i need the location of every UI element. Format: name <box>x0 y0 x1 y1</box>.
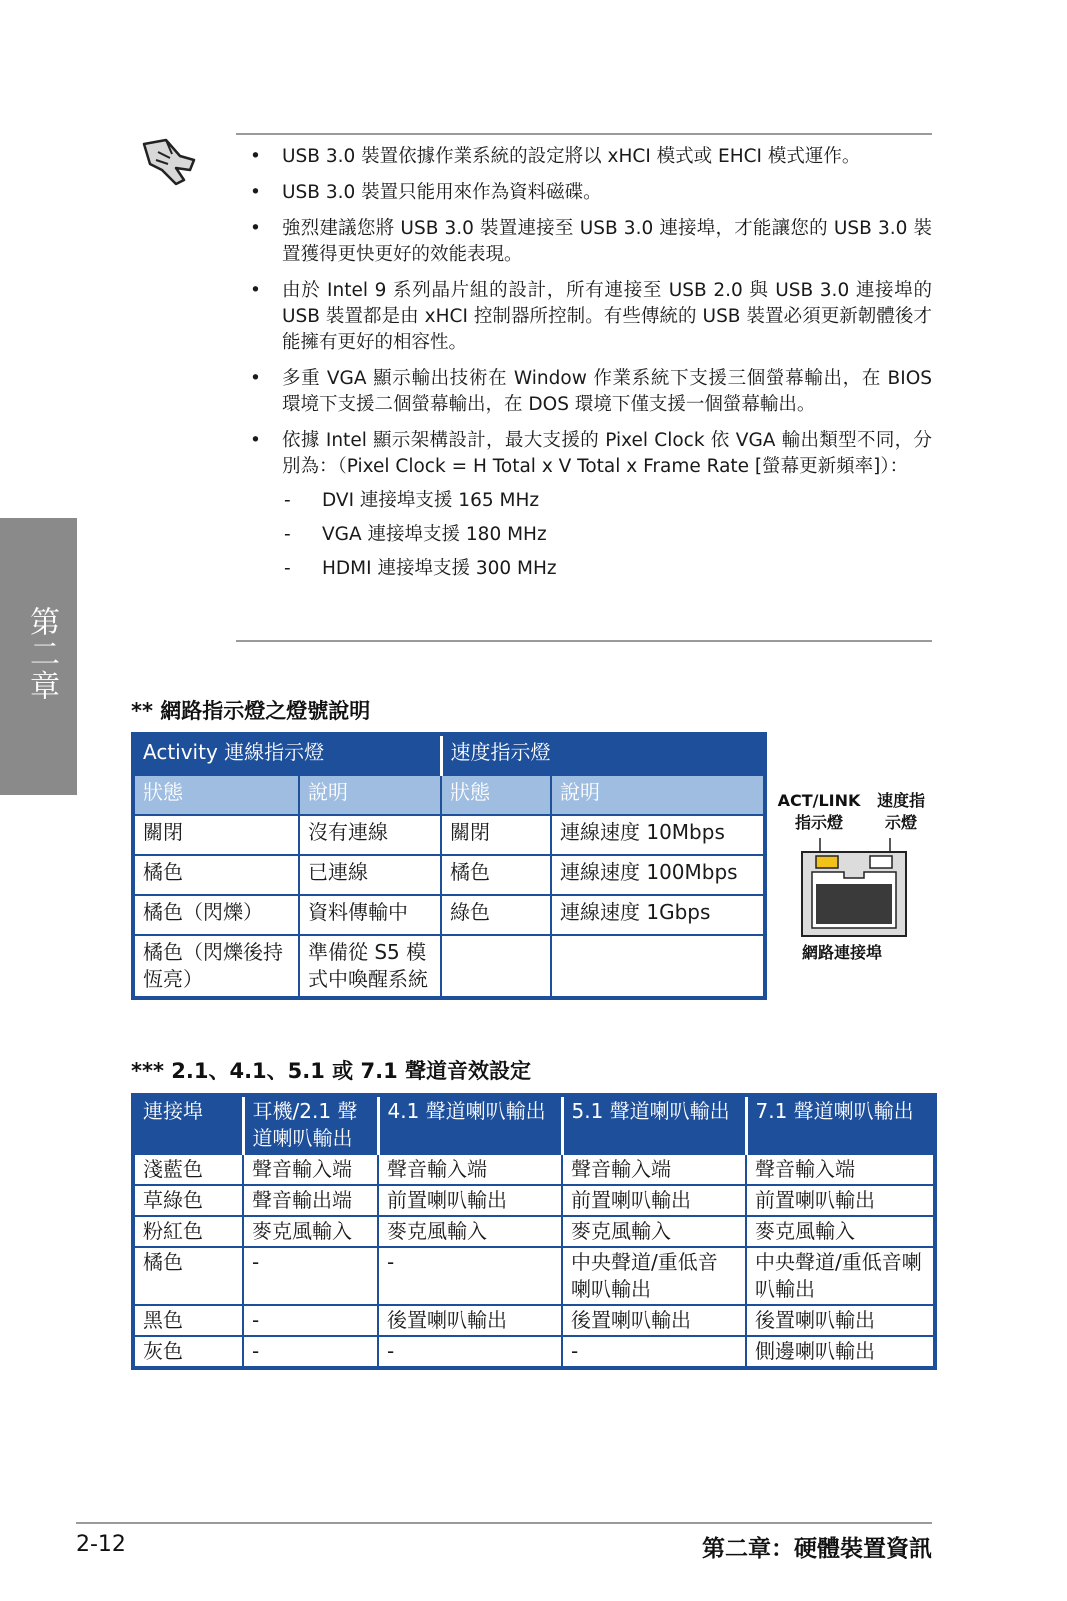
bullet: • <box>250 146 261 167</box>
table-cell: 後置喇叭輸出 <box>562 1305 746 1336</box>
chapter-side-tab-text: 第二章 <box>24 606 59 702</box>
table-cell <box>441 935 551 998</box>
table-cell: - <box>378 1247 562 1305</box>
note-text: 由於 Intel 9 系列晶片組的設計，所有連接至 USB 2.0 與 USB 3.0 連接埠的 USB 裝置都是由 xHCI 控制器所控制。有些傳統的 USB 裝置必須更新韌體後才能擁有更好的相容性。 <box>282 280 932 353</box>
sub-note-text: HDMI 連接埠支援 300 MHz <box>322 558 557 579</box>
sub-note-text: DVI 連接埠支援 165 MHz <box>322 490 540 511</box>
led-group-speed: 速度指示燈 <box>441 734 765 775</box>
table-cell: 後置喇叭輸出 <box>378 1305 562 1336</box>
rj45-port-icon <box>780 838 940 938</box>
note-item <box>250 278 932 356</box>
notes-list <box>250 144 932 592</box>
table-cell: 草綠色 <box>133 1185 243 1216</box>
table-cell: 聲音輸入端 <box>378 1154 562 1185</box>
table-cell: 沒有連線 <box>299 815 441 855</box>
table-cell: 連線速度 10Mbps <box>551 815 765 855</box>
table-cell: 中央聲道/重低音喇叭輸出 <box>562 1247 746 1305</box>
note-bottom-rule <box>236 640 932 642</box>
note-text: USB 3.0 裝置只能用來作為資料磁碟。 <box>282 182 602 203</box>
note-item <box>250 428 932 582</box>
table-cell: 已連線 <box>299 855 441 895</box>
table-cell: 連線速度 1Gbps <box>551 895 765 935</box>
table-cell: 連線速度 100Mbps <box>551 855 765 895</box>
led-group-activity: Activity 連線指示燈 <box>133 734 441 775</box>
table-cell: 綠色 <box>441 895 551 935</box>
table-cell: 前置喇叭輸出 <box>746 1185 935 1216</box>
note-item <box>250 180 932 206</box>
table-cell <box>551 935 765 998</box>
col-desc: 說明 <box>551 775 765 815</box>
chapter-side-tab <box>0 518 77 795</box>
col-header: 耳機/2.1 聲道喇叭輸出 <box>243 1095 378 1154</box>
table-cell: 黑色 <box>133 1305 243 1336</box>
table-cell: 橘色 <box>441 855 551 895</box>
table-cell: 準備從 S5 模式中喚醒系統 <box>299 935 441 998</box>
bullet: • <box>250 430 261 451</box>
table-cell: 淺藍色 <box>133 1154 243 1185</box>
table-cell: 聲音輸入端 <box>243 1154 378 1185</box>
note-top-rule <box>236 133 932 135</box>
table-cell: 關閉 <box>133 815 299 855</box>
act-link-label: ACT/LINK 指示燈 <box>777 791 861 832</box>
col-header: 連接埠 <box>133 1095 243 1154</box>
table-cell: 灰色 <box>133 1336 243 1368</box>
note-text: 依據 Intel 顯示架構設計，最大支援的 Pixel Clock 依 VGA 輸出類型不同，分別為：（Pixel Clock = H Total x V Total x Frame Rate [螢幕更新頻率]）： <box>282 430 932 477</box>
table-cell: 中央聲道/重低音喇叭輸出 <box>746 1247 935 1305</box>
lan-port-diagram <box>777 790 940 970</box>
table-cell: - <box>243 1305 378 1336</box>
table-row <box>133 1154 935 1185</box>
table-cell: - <box>243 1247 378 1305</box>
table-cell: - <box>378 1336 562 1368</box>
table-cell: 粉紅色 <box>133 1216 243 1247</box>
table-cell: 橘色（閃爍後持恆亮） <box>133 935 299 998</box>
sub-note-item <box>282 488 932 514</box>
table-cell: 麥克風輸入 <box>378 1216 562 1247</box>
audio-table <box>131 1093 937 1370</box>
led-table <box>131 732 767 1000</box>
table-cell: 橘色（閃爍） <box>133 895 299 935</box>
table-row <box>133 1305 935 1336</box>
dash: - <box>284 524 291 545</box>
dash: - <box>284 558 291 579</box>
table-cell: - <box>562 1336 746 1368</box>
table-cell: 橘色 <box>133 1247 243 1305</box>
note-text: 多重 VGA 顯示輸出技術在 Window 作業系統下支援三個螢幕輸出，在 BIOS 環境下支援二個螢幕輸出，在 DOS 環境下僅支援一個螢幕輸出。 <box>282 368 932 415</box>
table-cell: 麥克風輸入 <box>562 1216 746 1247</box>
table-row <box>133 1336 935 1368</box>
table-row <box>133 855 765 895</box>
table-cell: 橘色 <box>133 855 299 895</box>
table-cell: 後置喇叭輸出 <box>746 1305 935 1336</box>
page-number: 2-12 <box>76 1532 126 1557</box>
speed-led-label: 速度指示燈 <box>876 791 925 832</box>
footer-rule <box>76 1522 932 1524</box>
col-header: 4.1 聲道喇叭輸出 <box>378 1095 562 1154</box>
col-header: 7.1 聲道喇叭輸出 <box>746 1095 935 1154</box>
audio-header-row <box>133 1095 935 1154</box>
sub-note-item <box>282 556 932 582</box>
led-group-header-row <box>133 734 765 775</box>
table-row <box>133 895 765 935</box>
table-row <box>133 1247 935 1305</box>
note-item <box>250 216 932 268</box>
col-desc: 說明 <box>299 775 441 815</box>
bullet: • <box>250 280 261 301</box>
table-row <box>133 1216 935 1247</box>
col-state: 狀態 <box>441 775 551 815</box>
table-cell: 資料傳輸中 <box>299 895 441 935</box>
table-row <box>133 935 765 998</box>
led-column-header-row <box>133 775 765 815</box>
table-cell: - <box>243 1336 378 1368</box>
table-cell: 前置喇叭輸出 <box>562 1185 746 1216</box>
bullet: • <box>250 218 261 239</box>
table-cell: 聲音輸入端 <box>746 1154 935 1185</box>
dash: - <box>284 490 291 511</box>
table-cell: 聲音輸入端 <box>562 1154 746 1185</box>
note-text: 強烈建議您將 USB 3.0 裝置連接至 USB 3.0 連接埠，才能讓您的 USB 3.0 裝置獲得更快更好的效能表現。 <box>282 218 932 265</box>
bullet: • <box>250 182 261 203</box>
col-state: 狀態 <box>133 775 299 815</box>
pixel-clock-list <box>282 488 932 582</box>
col-header: 5.1 聲道喇叭輸出 <box>562 1095 746 1154</box>
table-row <box>133 815 765 855</box>
chapter-title: 第二章：硬體裝置資訊 <box>702 1536 932 1562</box>
led-section-heading: ** 網路指示燈之燈號說明 <box>131 699 371 723</box>
bullet: • <box>250 368 261 389</box>
port-caption: 網路連接埠 <box>801 943 882 962</box>
table-cell: 麥克風輸入 <box>746 1216 935 1247</box>
audio-section-heading: *** 2.1、4.1、5.1 或 7.1 聲道音效設定 <box>131 1059 531 1083</box>
sub-note-item <box>282 522 932 548</box>
note-item <box>250 366 932 418</box>
table-row <box>133 1185 935 1216</box>
table-cell: 麥克風輸入 <box>243 1216 378 1247</box>
table-cell: 側邊喇叭輸出 <box>746 1336 935 1368</box>
note-text: USB 3.0 裝置依據作業系統的設定將以 xHCI 模式或 EHCI 模式運作。 <box>282 146 861 167</box>
table-cell: 關閉 <box>441 815 551 855</box>
table-cell: 聲音輸出端 <box>243 1185 378 1216</box>
table-cell: 前置喇叭輸出 <box>378 1185 562 1216</box>
note-item <box>250 144 932 170</box>
pointing-hand-icon <box>136 130 200 194</box>
sub-note-text: VGA 連接埠支援 180 MHz <box>322 524 547 545</box>
